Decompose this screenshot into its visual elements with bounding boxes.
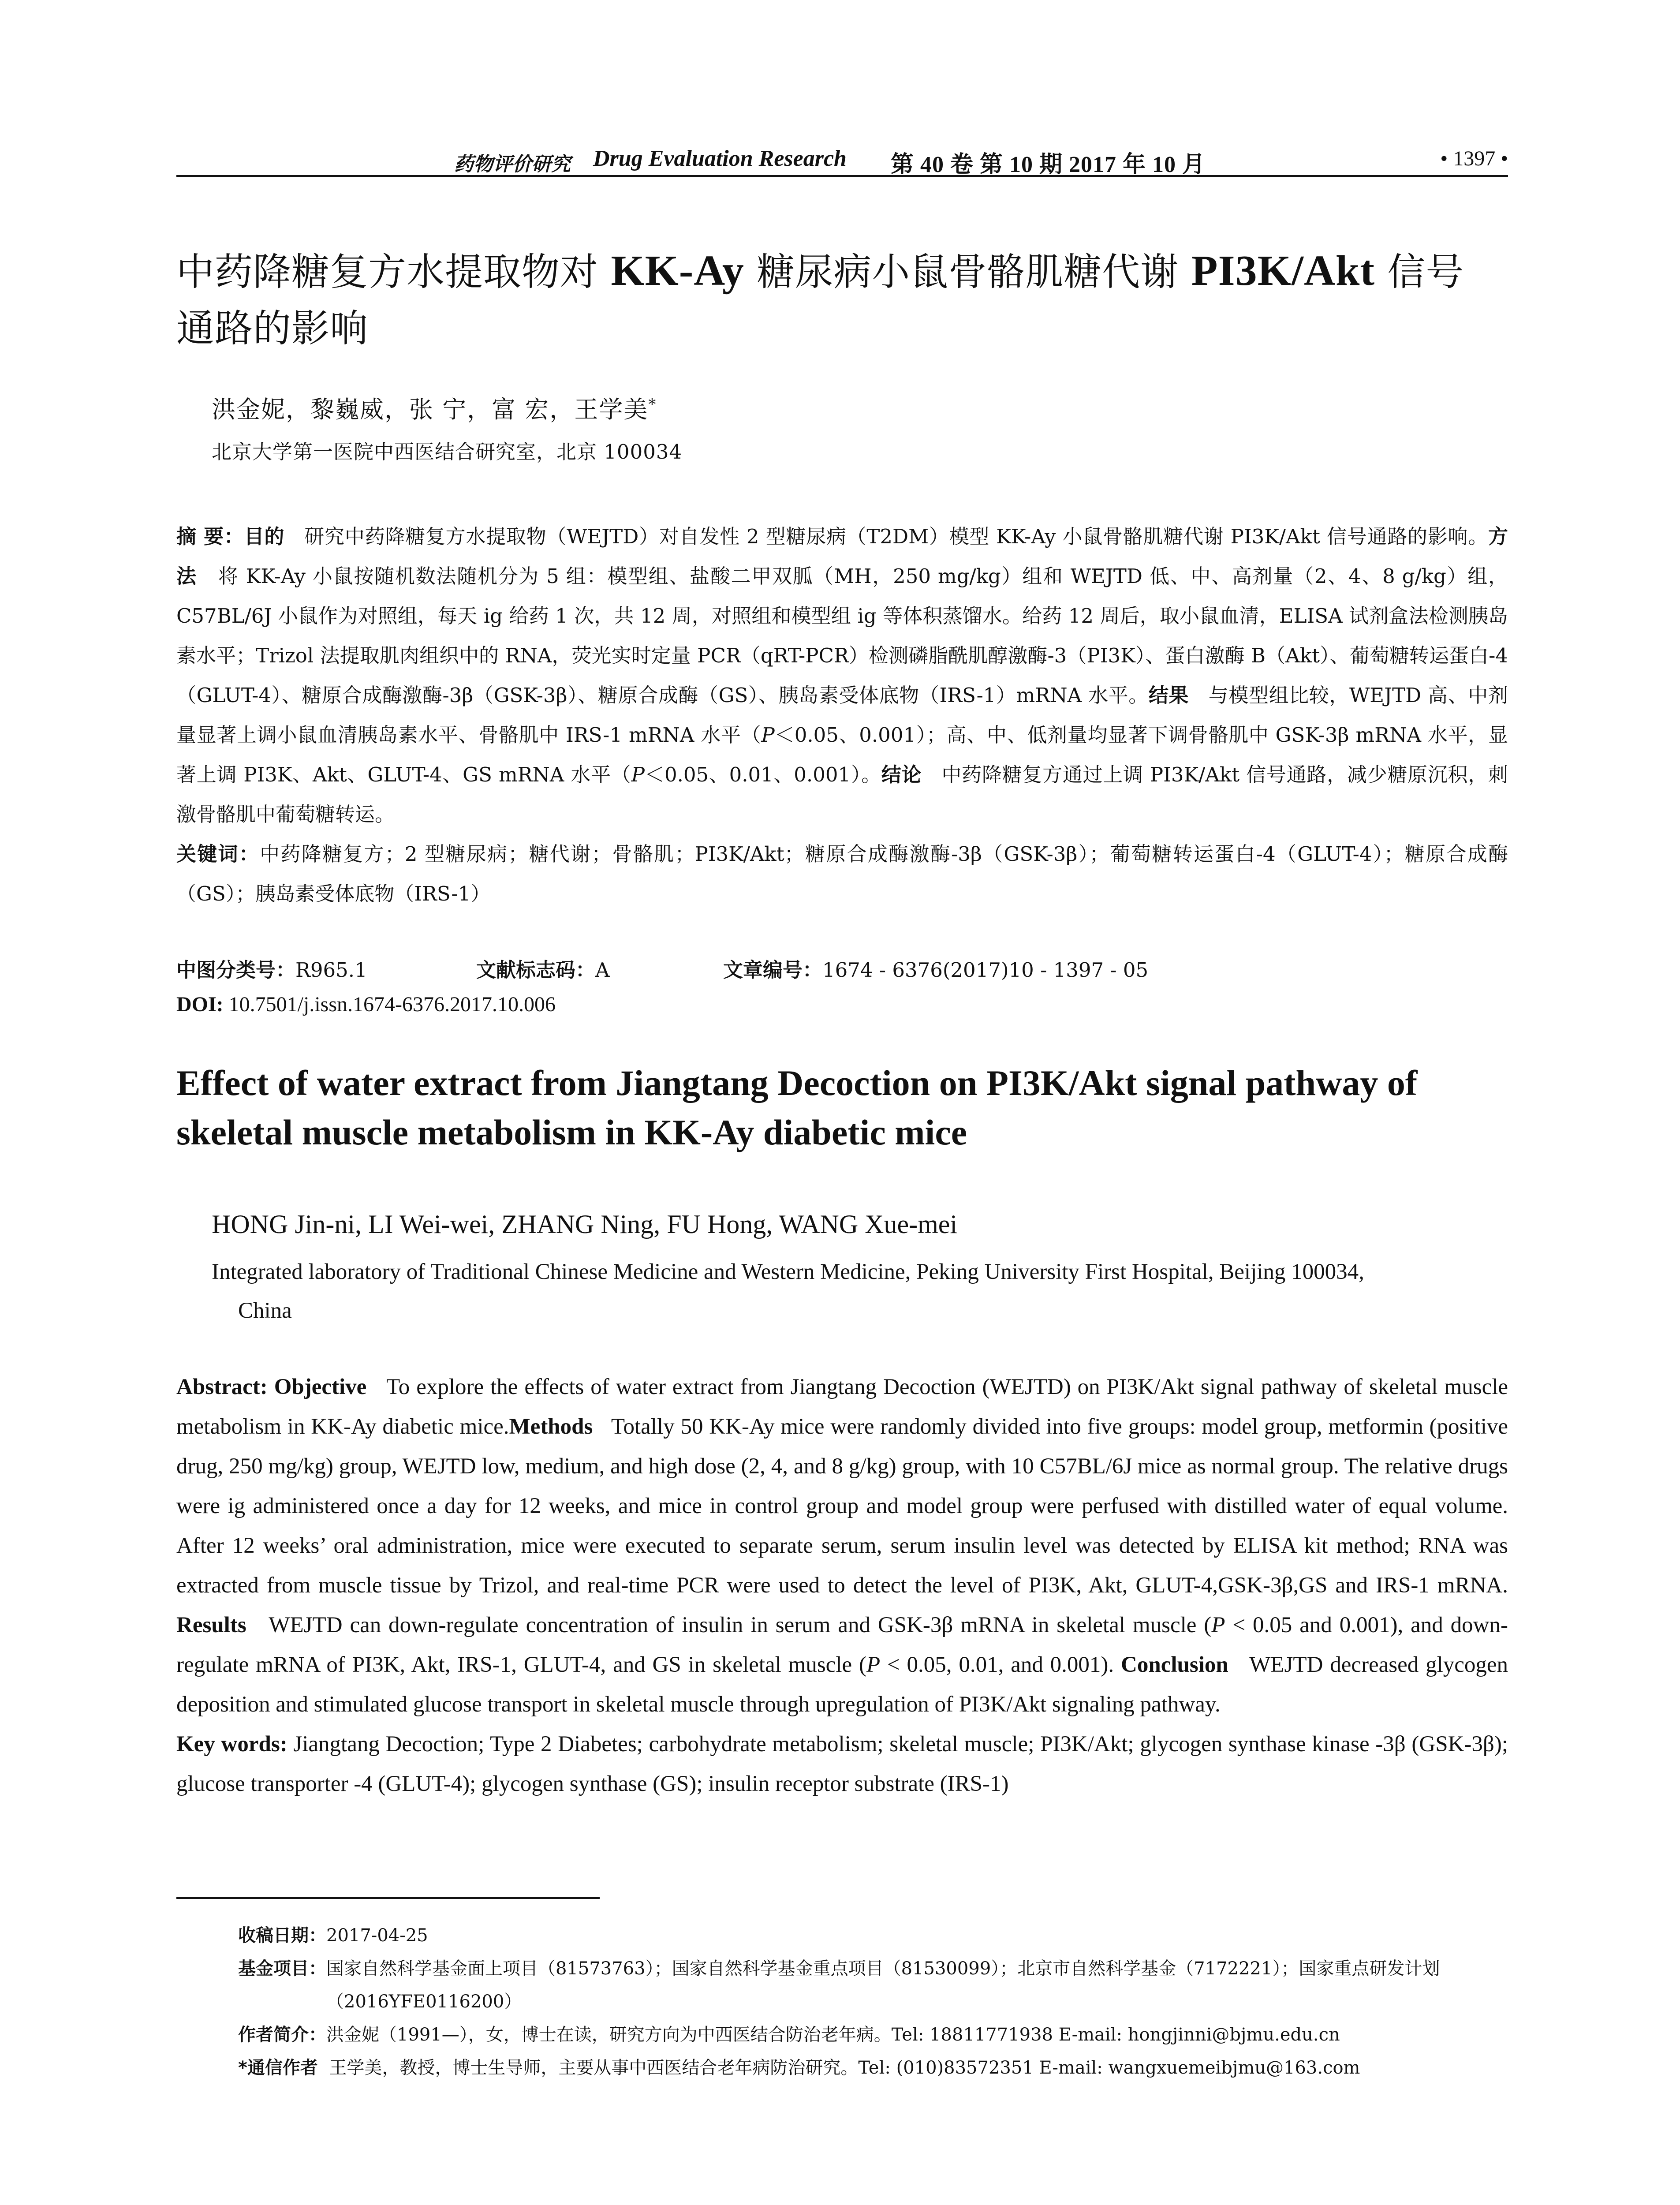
document-code: 文献标志码：A: [476, 958, 610, 982]
corresponding-author: *通信作者 王学美，教授，博士生导师，主要从事中西医结合老年病防治研究。Tel: (010)83572351 E-mail: wangxuemeibjmu@163.com: [238, 2058, 1360, 2078]
en-abstract: [176, 1367, 1508, 1804]
cn-keywords: 关键词：中药降糖复方；2 型糖尿病；糖代谢；骨骼肌；PI3K/Akt；糖原合成酶激酶-3β（GSK-3β）；葡萄糖转运蛋白-4（GLUT-4）；糖原合成酶（GS）；胰岛素受体底物（IRS-1）: [176, 842, 1508, 905]
page-number: • 1397 •: [1440, 147, 1508, 170]
cn-title-line-2: 通路的影响: [176, 306, 368, 351]
header-rule: [176, 175, 1508, 177]
corresponding-mark: *: [648, 396, 657, 413]
en-title: Effect of water extract from Jiangtang Decoction on PI3K/Akt signal pathway of skeletal muscle metabolism in KK-Ay diabetic mice: [176, 1063, 1418, 1152]
footnotes: [238, 1919, 1508, 2085]
en-authors: HONG Jin-ni, LI Wei-wei, ZHANG Ning, FU Hong, WANG Xue-mei: [212, 1210, 958, 1239]
cn-authors: 洪金妮，黎巍威，张 宁，富 宏，王学美*: [212, 396, 657, 423]
cn-title-line-1: 中药降糖复方水提取物对 KK-Ay 糖尿病小鼠骨骼肌糖代谢 PI3K/Akt 信号: [176, 247, 1464, 295]
en-affiliation: Integrated laboratory of Traditional Chinese Medicine and Western Medicine, Peking University First Hospital, Beijing 100034, China: [212, 1259, 1364, 1323]
clc-number: 中图分类号：R965.1: [176, 958, 367, 982]
cn-meta: [176, 953, 1508, 988]
cn-abstract: [176, 517, 1508, 914]
received-date: 收稿日期： 2017-04-25: [238, 1925, 428, 1946]
cn-abstract-body: 摘 要：目的 研究中药降糖复方水提取物（WEJTD）对自发性 2 型糖尿病（T2DM）模型 KK-Ay 小鼠骨骼肌糖代谢 PI3K/Akt 信号通路的影响。方法 将 KK-Ay 小鼠按随机数法随机分为 5 组：模型组、盐酸二甲双胍（MH，250 mg/kg）组和 WEJTD 低、中、高剂量（2、4、8 g/kg）组，C57BL/6J 小鼠作为对照组，每天 ig 给药 1 次，共 12 周，对照组和模型组 ig 等体积蒸馏水。给药 12 周后，取小鼠血清，ELISA 试剂盒法检测胰岛素水平；Trizol 法提取肌肉组织中的 RNA，荧光实时定量 PCR（qRT-PCR）检测磷脂酰肌醇激酶-3（PI3K）、蛋白激酶 B（Akt）、葡萄糖转运蛋白-4（GLUT-4）、糖原合成酶激酶-3β（GSK-3β）、糖原合成酶（GS）、胰岛素受体底物（IRS-1）mRNA 水平。结果 与模型组比较，WEJTD 高、中剂量显著上调小鼠血清胰岛素水平、骨骼肌中 IRS-1 mRNA 水平（P＜0.05、0.001）；高、中、低剂量均显著下调骨骼肌中 GSK-3β mRNA 水平，显著上调 PI3K、Akt、GLUT-4、GS mRNA 水平（P＜0.05、0.01、0.001）。结论 中药降糖复方通过上调 PI3K/Akt 信号通路，减少糖原沉积，刺激骨骼肌中葡萄糖转运。: [176, 525, 1508, 826]
issue-info: 第 40 卷 第 10 期 2017 年 10 月: [891, 152, 1206, 177]
journal-logo-cn: 药物评价研究: [454, 153, 571, 176]
cn-title: [176, 243, 1517, 357]
en-abstract-body: Abstract: Objective To explore the effects of water extract from Jiangtang Decoction (WEJTD) on PI3K/Akt signal pathway of skeletal muscle metabolism in KK-Ay diabetic mice.Methods Totally 50 KK-Ay mice were randomly divided into five groups: model group, metformin (positive drug, 250 mg/kg) group, WEJTD low, medium, and high dose (2, 4, and 8 g/kg) group, with 10 C57BL/6J mice as normal group. The relative drugs were ig administered once a day for 12 weeks, and mice in control group and model group were perfused with distilled water of equal volume. After 12 weeks’ oral administration, mice were executed to separate serum, serum insulin level was detected by ELISA kit method; RNA was extracted from muscle tissue by Trizol, and real-time PCR were used to detect the level of PI3K, Akt, GLUT-4,GSK-3β,GS and IRS-1 mRNA. Results WEJTD can down-regulate concentration of insulin in serum and GSK-3β mRNA in skeletal muscle (P < 0.05 and 0.001), and down-regulate mRNA of PI3K, Akt, IRS-1, GLUT-4, and GS in skeletal muscle (P < 0.05, 0.01, and 0.001). Conclusion WEJTD decreased glycogen deposition and stimulated glucose transport in skeletal muscle through upregulation of PI3K/Akt signaling pathway.: [176, 1375, 1508, 1717]
doi: DOI: 10.7501/j.issn.1674-6376.2017.10.006: [176, 993, 556, 1016]
author-bio: 作者简介： 洪金妮（1991—），女，博士在读，研究方向为中西医结合防治老年病。Tel: 18811771938 E-mail: hongjinni@bjmu.edu.cn: [238, 2025, 1340, 2045]
running-header: [176, 140, 1508, 175]
cn-affiliation: 北京大学第一医院中西医结合研究室，北京 100034: [212, 440, 683, 463]
cn-abstract-label: 摘 要：: [176, 525, 244, 548]
en-abstract-label: Abstract:: [176, 1375, 268, 1399]
footnote-rule: [176, 1897, 600, 1899]
doi-link[interactable]: 10.7501/j.issn.1674-6376.2017.10.006: [228, 993, 556, 1016]
journal-name: Drug Evaluation Research: [593, 146, 847, 171]
article-number: 文章编号：1674 - 6376(2017)10 - 1397 - 05: [723, 958, 1149, 982]
en-keywords: Key words: Jiangtang Decoction; Type 2 Diabetes; carbohydrate metabolism; skeletal muscle; PI3K/Akt; glycogen synthase kinase -3β (GSK-3β); glucose transporter -4 (GLUT-4); glycogen synthase (GS); insulin receptor substrate (IRS-1): [176, 1732, 1508, 1796]
funding: 基金项目： 国家自然科学基金面上项目（81573763）；国家自然科学基金重点项目（81530099）；北京市自然科学基金（7172221）；国家重点研发计划（2016YFE0116200）: [238, 1958, 1440, 2012]
